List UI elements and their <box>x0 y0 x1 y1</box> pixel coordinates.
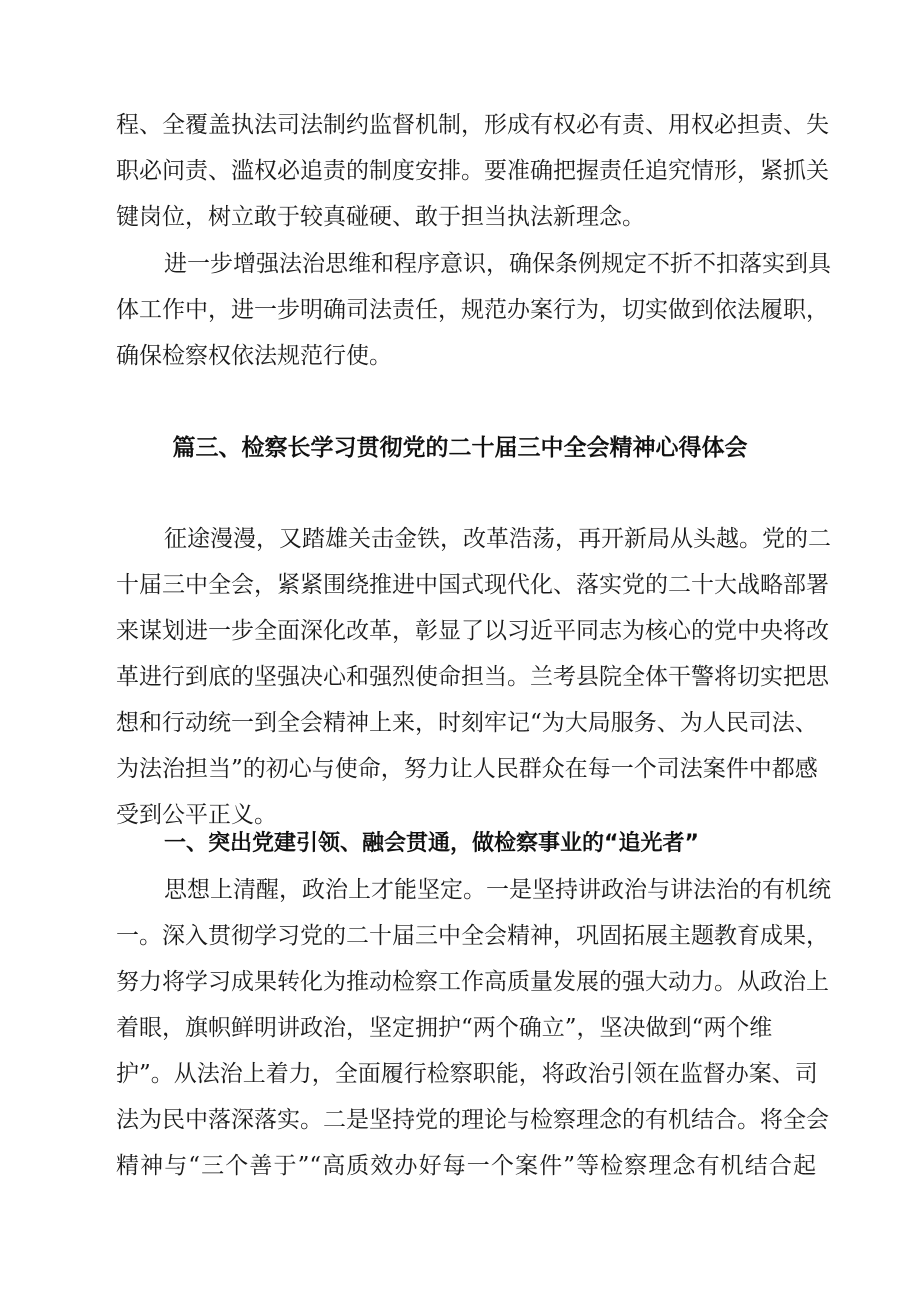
text-line: 为法治担当”的初心与使命，努力让人民群众在每一个司法案件中都感 <box>116 756 818 782</box>
text-line: 十届三中全会，紧紧围绕推进中国式现代化、落实党的二十大战略部署 <box>116 572 829 598</box>
text-line: 来谋划进一步全面深化改革，彰显了以习近平同志为核心的党中央将改 <box>116 618 829 644</box>
text-line: 想和行动统一到全会精神上来，时刻牢记“为大局服务、为人民司法、 <box>116 710 818 736</box>
text-line: 着眼，旗帜鲜明讲政治，坚定拥护“两个确立”，坚决做到“两个维 <box>116 1015 773 1041</box>
text-line: 体工作中，进一步明确司法责任，规范办案行为，切实做到依法履职， <box>116 297 829 323</box>
text-line: 征途漫漫，又踏雄关击金铁，改革浩荡，再开新局从头越。党的二 <box>164 526 831 552</box>
text-line: 键岗位，树立敢于较真碰硬、敢于担当执法新理念。 <box>116 204 645 230</box>
text-line: 思想上清醒，政治上才能坚定。一是坚持讲政治与讲法治的有机统 <box>164 877 831 903</box>
text-line: 护”。从法治上着力，全面履行检察职能，将政治引领在监督办案、司 <box>116 1061 818 1087</box>
text-line: 精神与“三个善于”“高质效办好每一个案件”等检察理念有机结合起 <box>116 1153 816 1179</box>
subsection-title: 一、突出党建引领、融会贯通，做检察事业的“追光者” <box>164 831 699 856</box>
text-line: 法为民中落深落实。二是坚持党的理论与检察理念的有机结合。将全会 <box>116 1107 829 1133</box>
text-line: 程、全覆盖执法司法制约监督机制，形成有权必有责、用权必担责、失 <box>116 112 829 138</box>
text-line: 一。深入贯彻学习党的二十届三中全会精神，巩固拓展主题教育成果， <box>116 923 829 949</box>
section-title: 篇三、检察长学习贯彻党的二十届三中全会精神心得体会 <box>172 435 748 461</box>
text-line: 受到公平正义。 <box>116 802 277 828</box>
text-line: 职必问责、滥权必追责的制度安排。要准确把握责任追究情形，紧抓关 <box>116 158 829 184</box>
text-line: 确保检察权依法规范行使。 <box>116 343 392 369</box>
text-line: 革进行到底的坚强决心和强烈使命担当。兰考县院全体干警将切实把思 <box>116 664 829 690</box>
text-line: 努力将学习成果转化为推动检察工作高质量发展的强大动力。从政治上 <box>116 969 829 995</box>
text-line: 进一步增强法治思维和程序意识，确保条例规定不折不扣落实到具 <box>164 251 831 277</box>
